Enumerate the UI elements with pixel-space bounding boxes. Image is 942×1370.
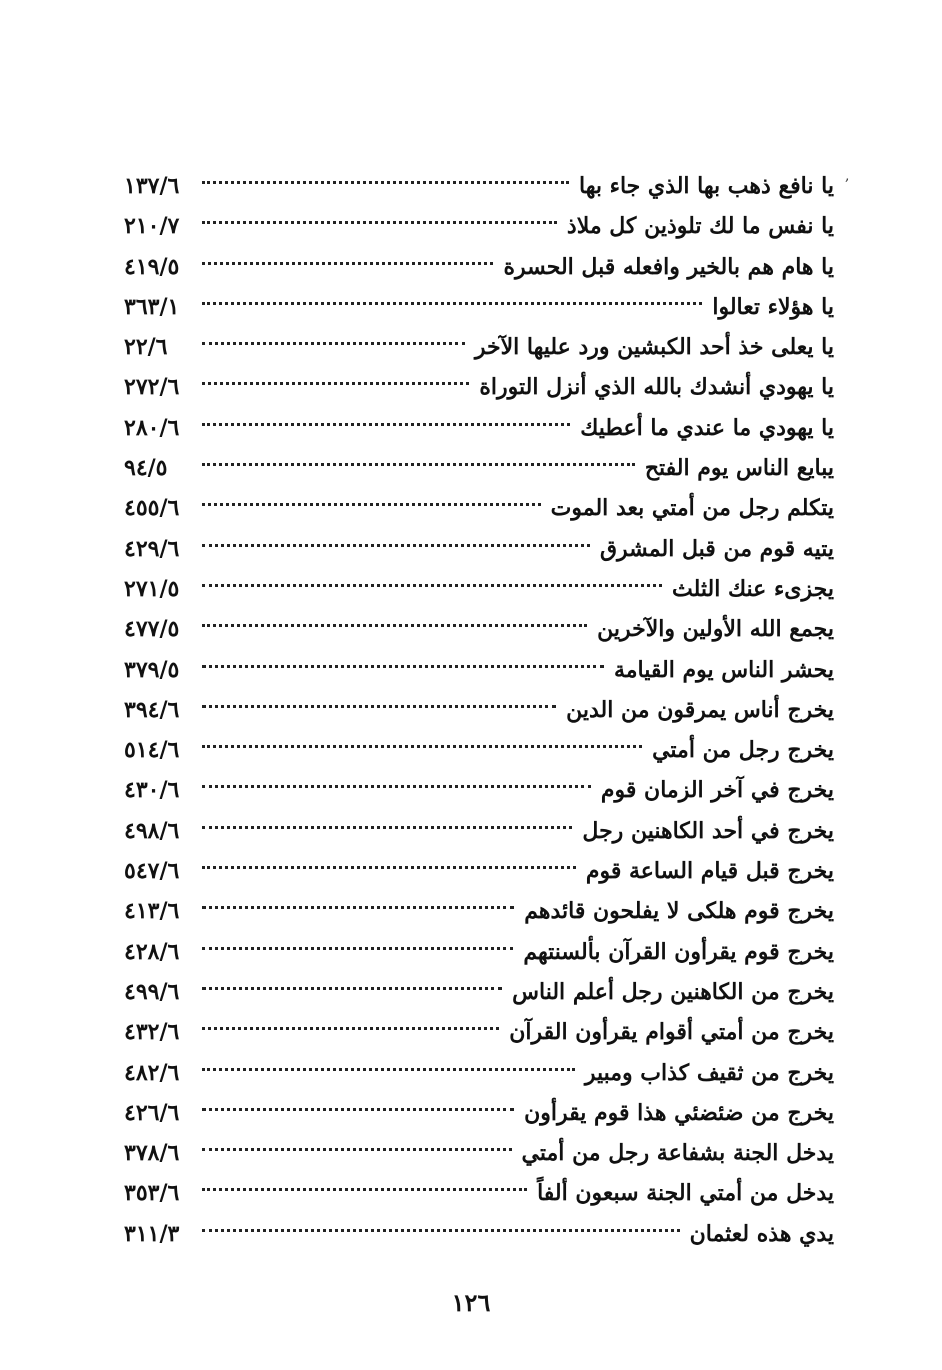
dot-leader [202,1189,680,1232]
entry-text: يدخل من أمتي الجنة سبعون ألفاً [537,1180,834,1207]
volume-page-ref: ٤٧٧/٥ [124,616,180,643]
dot-leader [202,222,493,265]
entry-text: يتكلم رجل من أمتي بعد الموت [550,495,834,522]
dot-leader [202,947,502,990]
entry-text: يبايع الناس يوم الفتح [644,455,834,482]
volume-page-ref: ٤٨٢/٦ [124,1059,180,1086]
volume-page-ref: ٢١٠/٧ [124,213,180,240]
entry-text: يخرج قوم يقرأون القرآن بألسنتهم [523,938,834,965]
dot-leader [202,826,576,869]
volume-page-ref: ٤٩٨/٦ [124,817,180,844]
entry-text: يجزىء عنك الثلث [672,575,834,602]
dot-leader [202,463,541,506]
dot-leader [202,665,556,708]
dot-leader [202,786,572,829]
volume-page-ref: ٤١٣/٦ [124,898,180,925]
entry-text: يا نفس ما لك تلوذين كل ملاذ [566,213,834,240]
volume-page-ref: ٢٧٢/٦ [124,374,180,401]
dot-leader [202,302,465,345]
entry-text: يا هام هم بالخير وافعله قبل الحسرة [503,253,834,280]
entry-text: يخرج من الكاهنين رجل أعلم الناس [512,978,834,1005]
entry-text: يا يعلى خذ أحد الكبشين ورد عليها الآخر [474,334,834,361]
volume-page-ref: ٤٩٩/٦ [124,978,180,1005]
volume-page-ref: ٤٢٨/٦ [124,938,180,965]
entry-text: يخرج من ضئضئي هذا قوم يقرأون [524,1099,834,1126]
volume-page-ref: ١٣٧/٦ [124,173,180,199]
dot-leader [202,866,514,909]
entry-text: يدي هذه لعثمان [689,1220,834,1247]
dot-leader [202,625,604,668]
dot-leader [202,342,469,385]
volume-page-ref: ٣٧٩/٥ [124,656,180,683]
dot-leader [202,383,570,426]
volume-page-ref: ٤٣٠/٦ [124,777,180,804]
page-number: ١٢٦ [451,1288,491,1317]
volume-page-ref: ٤١٩/٥ [124,253,180,280]
volume-page-ref: ٤٥٥/٦ [124,495,180,522]
volume-page-ref: ٣٥٣/٦ [124,1180,180,1207]
dot-leader [202,262,702,305]
entry-text: يخرج قوم هلكى لا يفلحون قائدهم [524,898,834,925]
entry-text: يخرج من أمتي أقوام يقرأون القرآن [509,1019,834,1046]
entry-text: يخرج قبل قيام الساعة قوم [585,858,834,885]
dot-leader [202,1028,575,1071]
index-list [124,150,834,1247]
dot-leader [202,584,587,627]
dot-leader [202,907,513,950]
dot-leader [202,705,642,748]
dot-leader [202,1108,512,1151]
dot-leader [202,423,635,466]
entry-text: يخرج رجل من أمتي [652,737,834,764]
entry-text: يا نافع ذهب بها الذي جاء بها [579,173,834,199]
volume-page-ref: ٤٣٢/٦ [124,1019,180,1046]
entry-text: يحشر الناس يوم القيامة [613,656,834,683]
dot-leader [202,987,499,1030]
entry-text: يجمع الله الأولين والآخرين [597,616,834,643]
dot-leader [202,1148,527,1191]
entry-text: يتيه قوم من قبل المشرق [599,535,834,562]
dot-leader [202,181,557,224]
entry-text: يخرج في آخر الزمان قوم [600,777,834,804]
volume-page-ref: ٤٢٦/٦ [124,1099,180,1126]
entry-text: يخرج في أحد الكاهنين رجل [582,817,834,844]
entry-text: يا يهودي ما عندي ما أعطيك [580,414,834,441]
volume-page-ref: ٣٧٨/٦ [124,1140,180,1167]
entry-text: يدخل الجنة بشفاعة رجل من أمتي [521,1140,834,1167]
volume-page-ref: ٢٧١/٥ [124,575,180,602]
dot-leader [202,745,591,788]
volume-page-ref: ٥٤٧/٦ [124,858,180,885]
entry-text: يا يهودي أنشدك بالله الذي أنزل التوراة [479,374,834,401]
volume-page-ref: ٤٢٩/٦ [124,535,180,562]
dot-leader [202,544,662,587]
entry-text: يخرج من ثقيف كذاب ومبير [584,1059,834,1086]
volume-page-ref: ٣٦٣/١ [124,293,180,320]
volume-page-ref: ٩٤/٥ [124,455,168,482]
volume-page-ref: ٥١٤/٦ [124,737,180,764]
dot-leader [202,1068,514,1111]
entry-text: يخرج أناس يمرقون من الدين [566,696,834,723]
volume-page-ref: ٣١١/٣ [124,1220,180,1247]
volume-page-ref: ٢٨٠/٦ [124,414,180,441]
margin-mark: , [845,168,850,184]
volume-page-ref: ٣٩٤/٦ [124,696,180,723]
dot-leader [202,141,569,184]
volume-page-ref: ٢٢/٦ [124,334,168,361]
dot-leader [202,504,590,547]
entry-text: يا هؤلاء تعالوا [712,293,834,320]
